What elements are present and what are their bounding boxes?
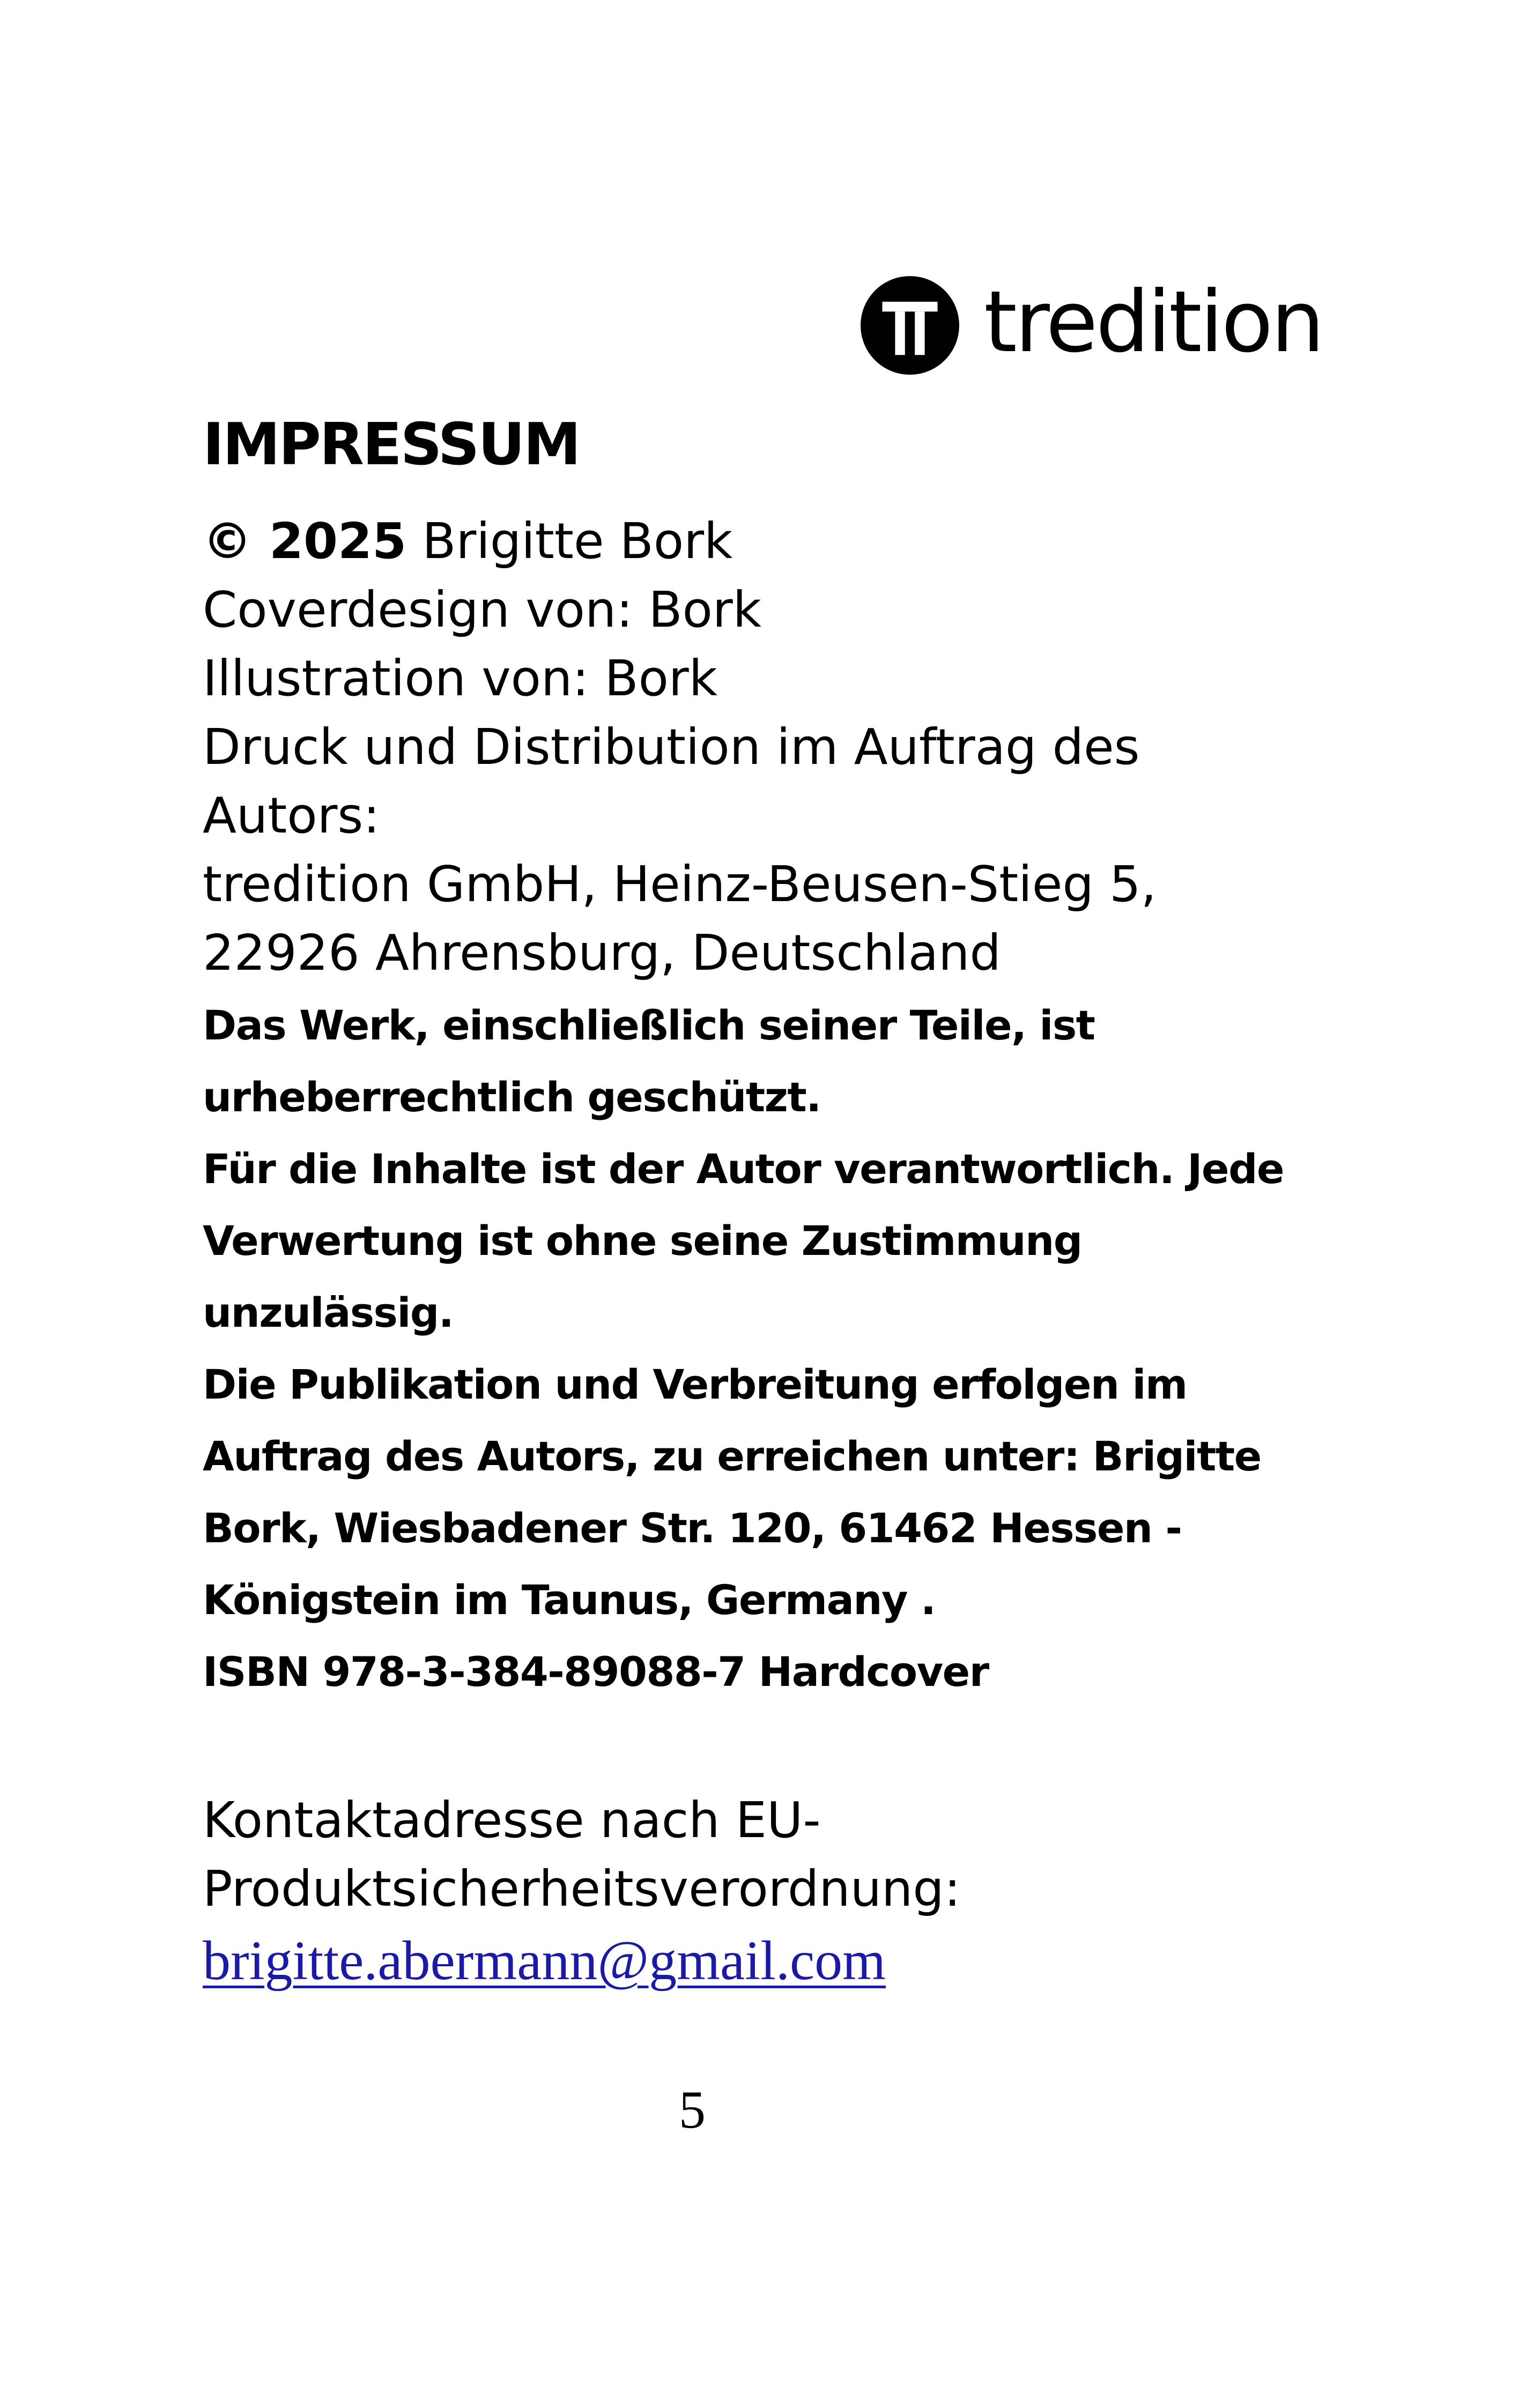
logo-wordmark: tredition [984, 273, 1323, 371]
contact-block [203, 1786, 961, 1923]
legal-line: Königstein im Taunus, Germany . [203, 1576, 936, 1624]
copyright-year: © 2025 [203, 512, 407, 570]
legal-line: urheberrechtlich geschützt. [203, 1073, 821, 1121]
legal-line: Auftrag des Autors, zu erreichen unter: Brigitte [203, 1432, 1261, 1480]
credit-line: Coverdesign von: Bork [203, 581, 762, 638]
page-title: IMPRESSUM [203, 411, 580, 478]
isbn-line: ISBN 978-3-384-89088-7 Hardcover [203, 1648, 989, 1696]
credit-line: Druck und Distribution im Auftrag des [203, 718, 1140, 776]
credits-block [203, 507, 1157, 987]
legal-line: unzulässig. [203, 1289, 454, 1336]
copyright-author: Brigitte Bork [406, 512, 733, 570]
contact-line: Produktsicherheitsverordnung: [203, 1860, 961, 1918]
page-number: 5 [679, 2080, 706, 2139]
legal-notice [203, 990, 1284, 1708]
credit-line: 22926 Ahrensburg, Deutschland [203, 924, 1001, 982]
legal-line: Verwertung ist ohne seine Zustimmung [203, 1217, 1082, 1265]
copyright-line [203, 507, 1157, 576]
credit-line: tredition GmbH, Heinz-Beusen-Stieg 5, [203, 856, 1157, 913]
credit-line: Autors: [203, 787, 380, 844]
credit-line: Illustration von: Bork [203, 650, 718, 707]
legal-line: Bork, Wiesbadener Str. 120, 61462 Hessen - [203, 1504, 1182, 1552]
tredition-logo-icon [861, 276, 959, 375]
legal-line: Für die Inhalte ist der Autor verantwortlich. Jede [203, 1145, 1284, 1193]
legal-line: Die Publikation und Verbreitung erfolgen im [203, 1361, 1187, 1408]
contact-email-link[interactable]: brigitte.abermann@gmail.com [203, 1930, 886, 1991]
contact-line: Kontaktadresse nach EU- [203, 1792, 821, 1849]
publisher-logo [861, 274, 1323, 376]
legal-line: Das Werk, einschließlich seiner Teile, ist [203, 1001, 1095, 1049]
